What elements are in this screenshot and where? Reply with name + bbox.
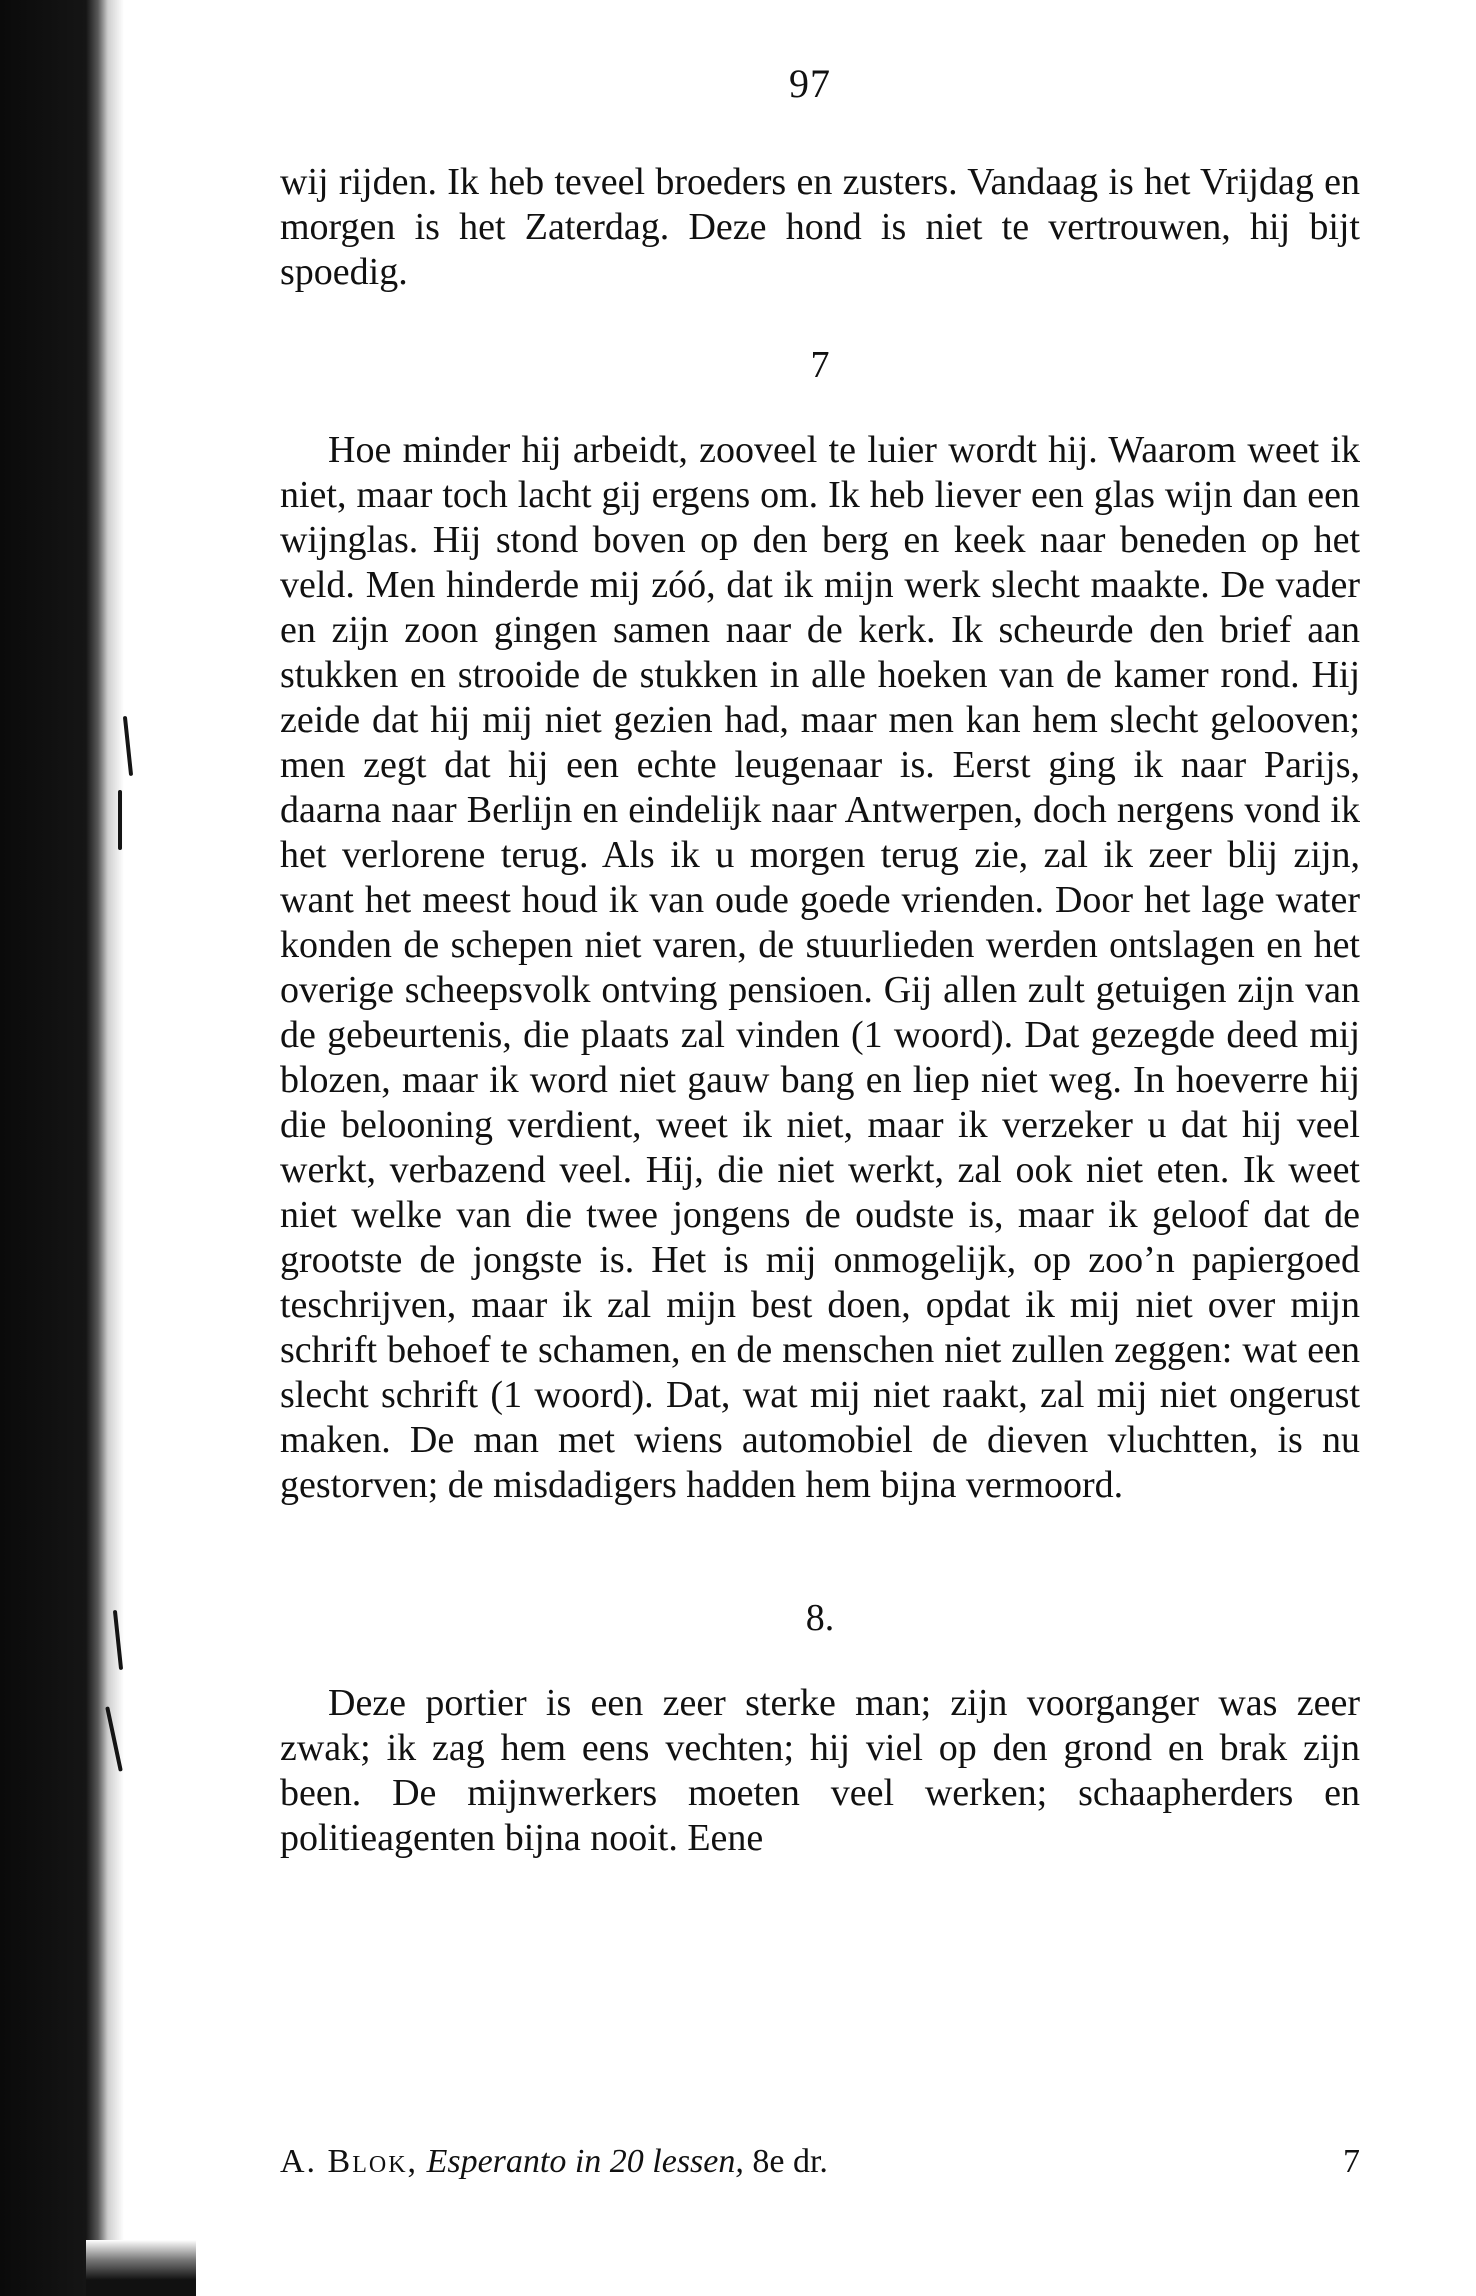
margin-mark [118, 790, 122, 850]
footer-signature-mark: 7 [1343, 2143, 1360, 2180]
binding-foot-shadow [86, 2240, 196, 2296]
page-number: 97 [789, 61, 831, 106]
footer-citation [280, 2142, 828, 2182]
scan-binding-edge [0, 0, 150, 2296]
paragraph-continuation: wij rijden. Ik heb teveel broeders en zusters. Vandaag is het Vrijdag en morgen is het Zaterdag. Deze hond is niet te vertrouwen, hij bijt spoedig. [280, 161, 1360, 293]
page-footer [280, 2142, 1360, 2182]
footer-author: A. Blok, [280, 2143, 419, 2180]
binding-shadow [0, 0, 150, 2296]
section-number-8: 8. [805, 1597, 835, 1639]
footer-edition: 8e dr. [752, 2143, 828, 2180]
page-body [280, 160, 1360, 1861]
section-number-7: 7 [810, 344, 830, 386]
section-8-paragraph: Deze portier is een zeer sterke man; zijn voorganger was zeer zwak; ik zag hem eens vechten; hij viel op den grond en brak zijn been. De mijnwerkers moeten veel werken; schaapherders en politieagenten bijna nooit. Eene [280, 1682, 1360, 1859]
footer-book-title: Esperanto in 20 lessen, [426, 2143, 744, 2180]
section-7-paragraph: Hoe minder hij arbeidt, zooveel te luier wordt hij. Waarom weet ik niet, maar toch lacht gij ergens om. Ik heb liever een glas wijn dan een wijnglas. Hij stond boven op den berg en keek naar beneden op het veld. Men hinderde mij zóó, dat ik mijn werk slecht maakte. De vader en zijn zoon gingen samen naar de kerk. Ik scheurde den brief aan stukken en strooide de stukken in alle hoeken van de kamer rond. Hij zeide dat hij mij niet gezien had, maar men kan hem slecht gelooven; men zegt dat hij een echte leugenaar is. Eerst ging ik naar Parijs, daarna naar Berlijn en eindelijk naar Antwerpen, doch nergens vond ik het verlorene terug. Als ik u morgen terug zie, zal ik zeer blij zijn, want het meest houd ik van oude goede vrienden. Door het lage water konden de schepen niet varen, de stuurlieden werden ontslagen en het overige scheepsvolk ontving pensioen. Gij allen zult getuigen zijn van de gebeurtenis, die plaats zal vinden (1 woord). Dat gezegde deed mij blozen, maar ik word niet gauw bang en liep niet weg. In hoeverre hij die belooning verdient, weet ik niet, maar ik verzeker u dat hij veel werkt, verbazend veel. Hij, die niet werkt, zal ook niet eten. Ik weet niet welke van die twee jongens de oudste is, maar ik geloof dat de grootste de jongste is. Het is mij onmogelijk, op zoo’n papiergoed teschrijven, maar ik zal mijn best doen, opdat ik mij niet over mijn schrift behoef te schamen, en de menschen niet zullen zeggen: wat een slecht schrift (1 woord). Dat, wat mij niet raakt, zal mij niet ongerust maken. De man met wiens automobiel de dieven vluchtten, is nu gestorven; de misdadigers hadden hem bijna vermoord. [280, 429, 1360, 1506]
